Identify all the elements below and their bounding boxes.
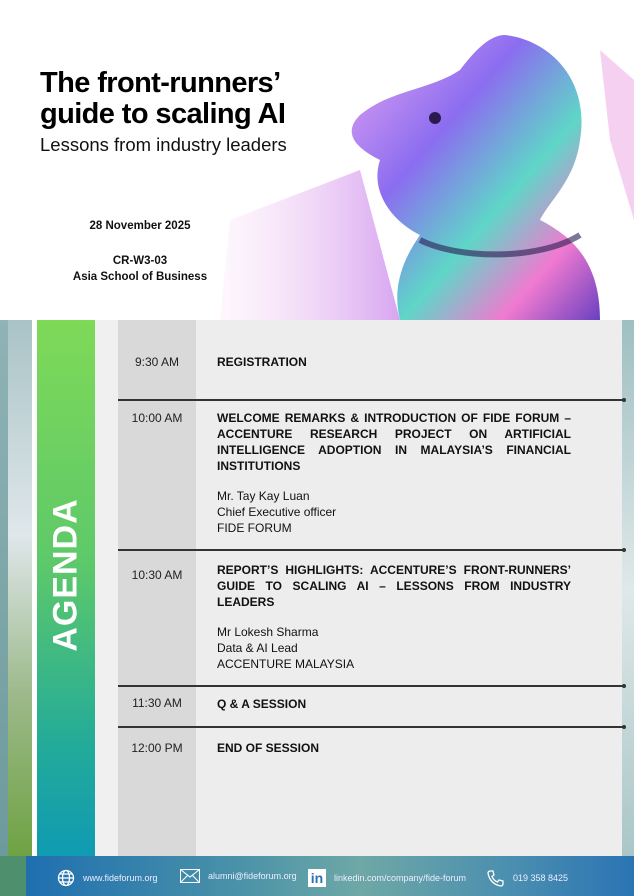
item-title: END OF SESSION [217,741,320,755]
venue: Asia School of Business [72,271,208,283]
agenda-item [217,696,571,712]
divider [118,399,624,401]
divider [118,726,624,728]
footer-linkedin[interactable] [308,869,466,887]
globe-icon [57,869,75,887]
agenda-item [217,410,571,536]
agenda-time: 9:30 AM [134,355,180,369]
mail-icon [180,869,200,883]
agenda-bar [37,320,95,856]
speaker-name: Mr. Tay Kay Luan [217,489,310,503]
speaker-role: Data & AI Lead [217,641,298,655]
divider [118,549,624,551]
footer-phone[interactable] [487,869,568,887]
linkedin-icon: in [308,869,326,887]
chess-knight-artwork [220,20,634,320]
item-title: Q & A SESSION [217,697,307,711]
speaker-role: Chief Executive officer [217,505,337,519]
agenda-time: 10:30 AM [131,568,183,582]
title-line: guide to scaling AI [40,98,286,130]
agenda-label: AGENDA [46,498,85,652]
item-title: WELCOME REMARKS & INTRODUCTION OF FIDE FORUM – ACCENTURE RESEARCH PROJECT ON ARTIFICIAL INTELLIGENCE ADOPTION IN MALAYSIA’S FINANCIAL INSTITUTIONS [217,411,571,473]
item-title: REPORT’S HIGHLIGHTS: ACCENTURE’S FRONT-RUNNERS’ GUIDE TO SCALING AI – LESSONS FROM INDUSTRY LEADERS [217,563,571,609]
speaker-name: Mr Lokesh Sharma [217,625,319,639]
agenda-time: 12:00 PM [131,741,183,755]
subtitle: Lessons from industry leaders [40,134,287,155]
phone-number[interactable]: 019 358 8425 [513,873,569,883]
room: CR-W3-03 [112,255,168,267]
agenda-item [217,740,571,756]
event-date: 28 November 2025 [89,220,191,232]
item-title: REGISTRATION [217,355,307,369]
phone-icon [487,869,505,887]
agenda-item [217,354,571,370]
event-location [60,253,220,285]
footer-website[interactable] [57,869,158,887]
linkedin-link[interactable]: linkedin.com/company/fide-forum [334,873,467,883]
divider [118,685,624,687]
speaker-org: FIDE FORUM [217,521,292,535]
email-link[interactable]: alumni@fideforum.org [208,871,297,881]
website-link[interactable]: www.fideforum.org [83,873,158,883]
agenda-time: 11:30 AM [132,696,182,710]
agenda-time: 10:00 AM [131,411,183,425]
footer-email[interactable] [180,869,297,883]
spacer [95,320,118,856]
speaker-org: ACCENTURE MALAYSIA [217,657,355,671]
left-decor-strip [0,320,32,856]
title-line: The front-runners’ [40,67,281,99]
footer-left-decor [0,856,26,896]
agenda-item [217,562,571,672]
